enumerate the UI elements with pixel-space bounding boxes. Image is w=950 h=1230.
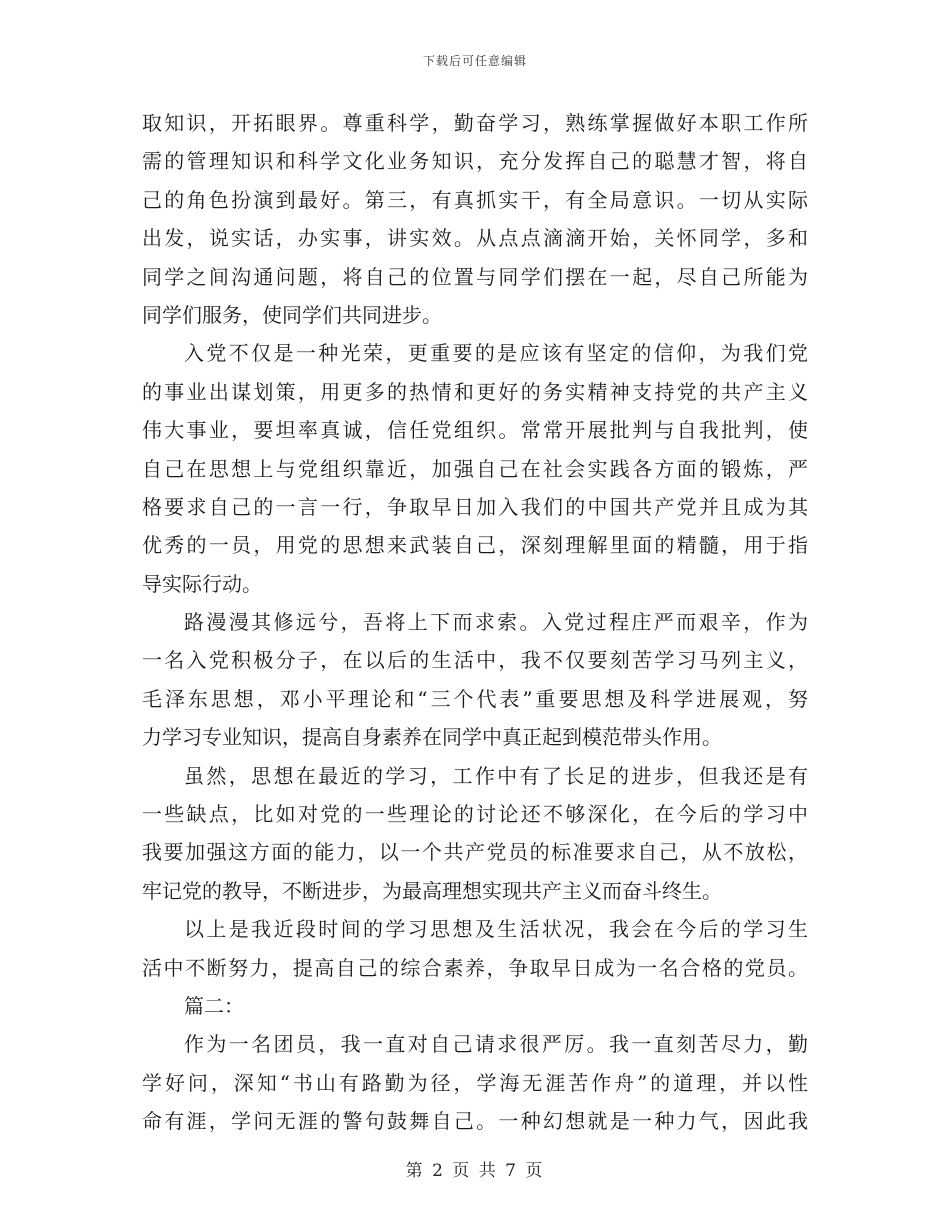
text-line: 需的管理知识和科学文化业务知识，充分发挥自己的聪慧才智，将自 [142, 149, 808, 174]
text-line: 力学习专业知识，提高自身素养在同学中真正起到模范带头作用。 [142, 725, 722, 750]
text-line: 同学们服务，使同学们共同进步。 [142, 302, 442, 327]
text-line: 毛泽东思想，邓小平理论和“三个代表”重要思想及科学进展观，努 [142, 686, 808, 711]
paragraph-start-line: 以上是我近段时间的学习思想及生活状况，我会在今后的学习生 [184, 917, 808, 942]
text-line: 取知识，开拓眼界。尊重科学，勤奋学习，熟练掌握做好本职工作所 [142, 111, 808, 135]
page-header-note: 下载后可任意编辑 [422, 54, 527, 68]
paragraph-start-line: 作为一名团员，我一直对自己请求很严厉。我一直刻苦尽力，勤 [184, 1032, 808, 1057]
text-line: 活中不断努力，提高自己的综合素养，争取早日成为一名合格的党员。 [142, 955, 808, 980]
text-line: 格要求自己的一言一行，争取早日加入我们的中国共产党并且成为其 [142, 494, 808, 519]
paragraph-start-line: 路漫漫其修远兮，吾将上下而求索。入党过程庄严而艰辛，作为 [184, 610, 808, 635]
text-line: 自己在思想上与党组织靠近，加强自己在社会实践各方面的锻炼，严 [142, 456, 808, 481]
text-line: 一名入党积极分子，在以后的生活中，我不仅要刻苦学习马列主义， [142, 648, 808, 673]
section-heading: 篇二： [184, 993, 244, 1018]
paragraph-start-line: 入党不仅是一种光荣，更重要的是应该有坚定的信仰，为我们党 [184, 341, 808, 366]
text-line: 导实际行动。 [142, 571, 262, 596]
paragraph-start-line: 虽然，思想在最近的学习，工作中有了长足的进步，但我还是有 [184, 763, 808, 788]
text-line: 的事业出谋划策，用更多的热情和更好的务实精神支持党的共产主义 [142, 379, 808, 404]
text-line: 同学之间沟通问题，将自己的位置与同学们摆在一起，尽自己所能为 [142, 264, 808, 289]
text-line: 己的角色扮演到最好。第三，有真抓实干，有全局意识。一切从实际 [142, 187, 808, 212]
text-line: 牢记党的教导，不断进步，为最高理想实现共产主义而奋斗终生。 [142, 878, 722, 903]
text-line: 优秀的一员，用党的思想来武装自己，深刻理解里面的精髓，用于指 [142, 533, 808, 558]
page-number: 第 2 页 共 7 页 [405, 1161, 545, 1181]
text-line: 学好问，深知“书山有路勤为径，学海无涯苦作舟”的道理，并以性 [142, 1070, 808, 1095]
text-line: 出发，说实话，办实事，讲实效。从点点滴滴开始，关怀同学，多和 [142, 226, 808, 251]
document-body [142, 104, 808, 1141]
text-line: 伟大事业，要坦率真诚，信任党组织。常常开展批判与自我批判，使 [142, 418, 808, 443]
text-line: 一些缺点，比如对党的一些理论的讨论还不够深化，在今后的学习中 [142, 802, 808, 827]
text-line: 命有涯，学问无涯的警句鼓舞自己。一种幻想就是一种力气，因此我 [142, 1109, 808, 1134]
text-line: 我要加强这方面的能力，以一个共产党员的标准要求自己，从不放松， [142, 840, 808, 865]
